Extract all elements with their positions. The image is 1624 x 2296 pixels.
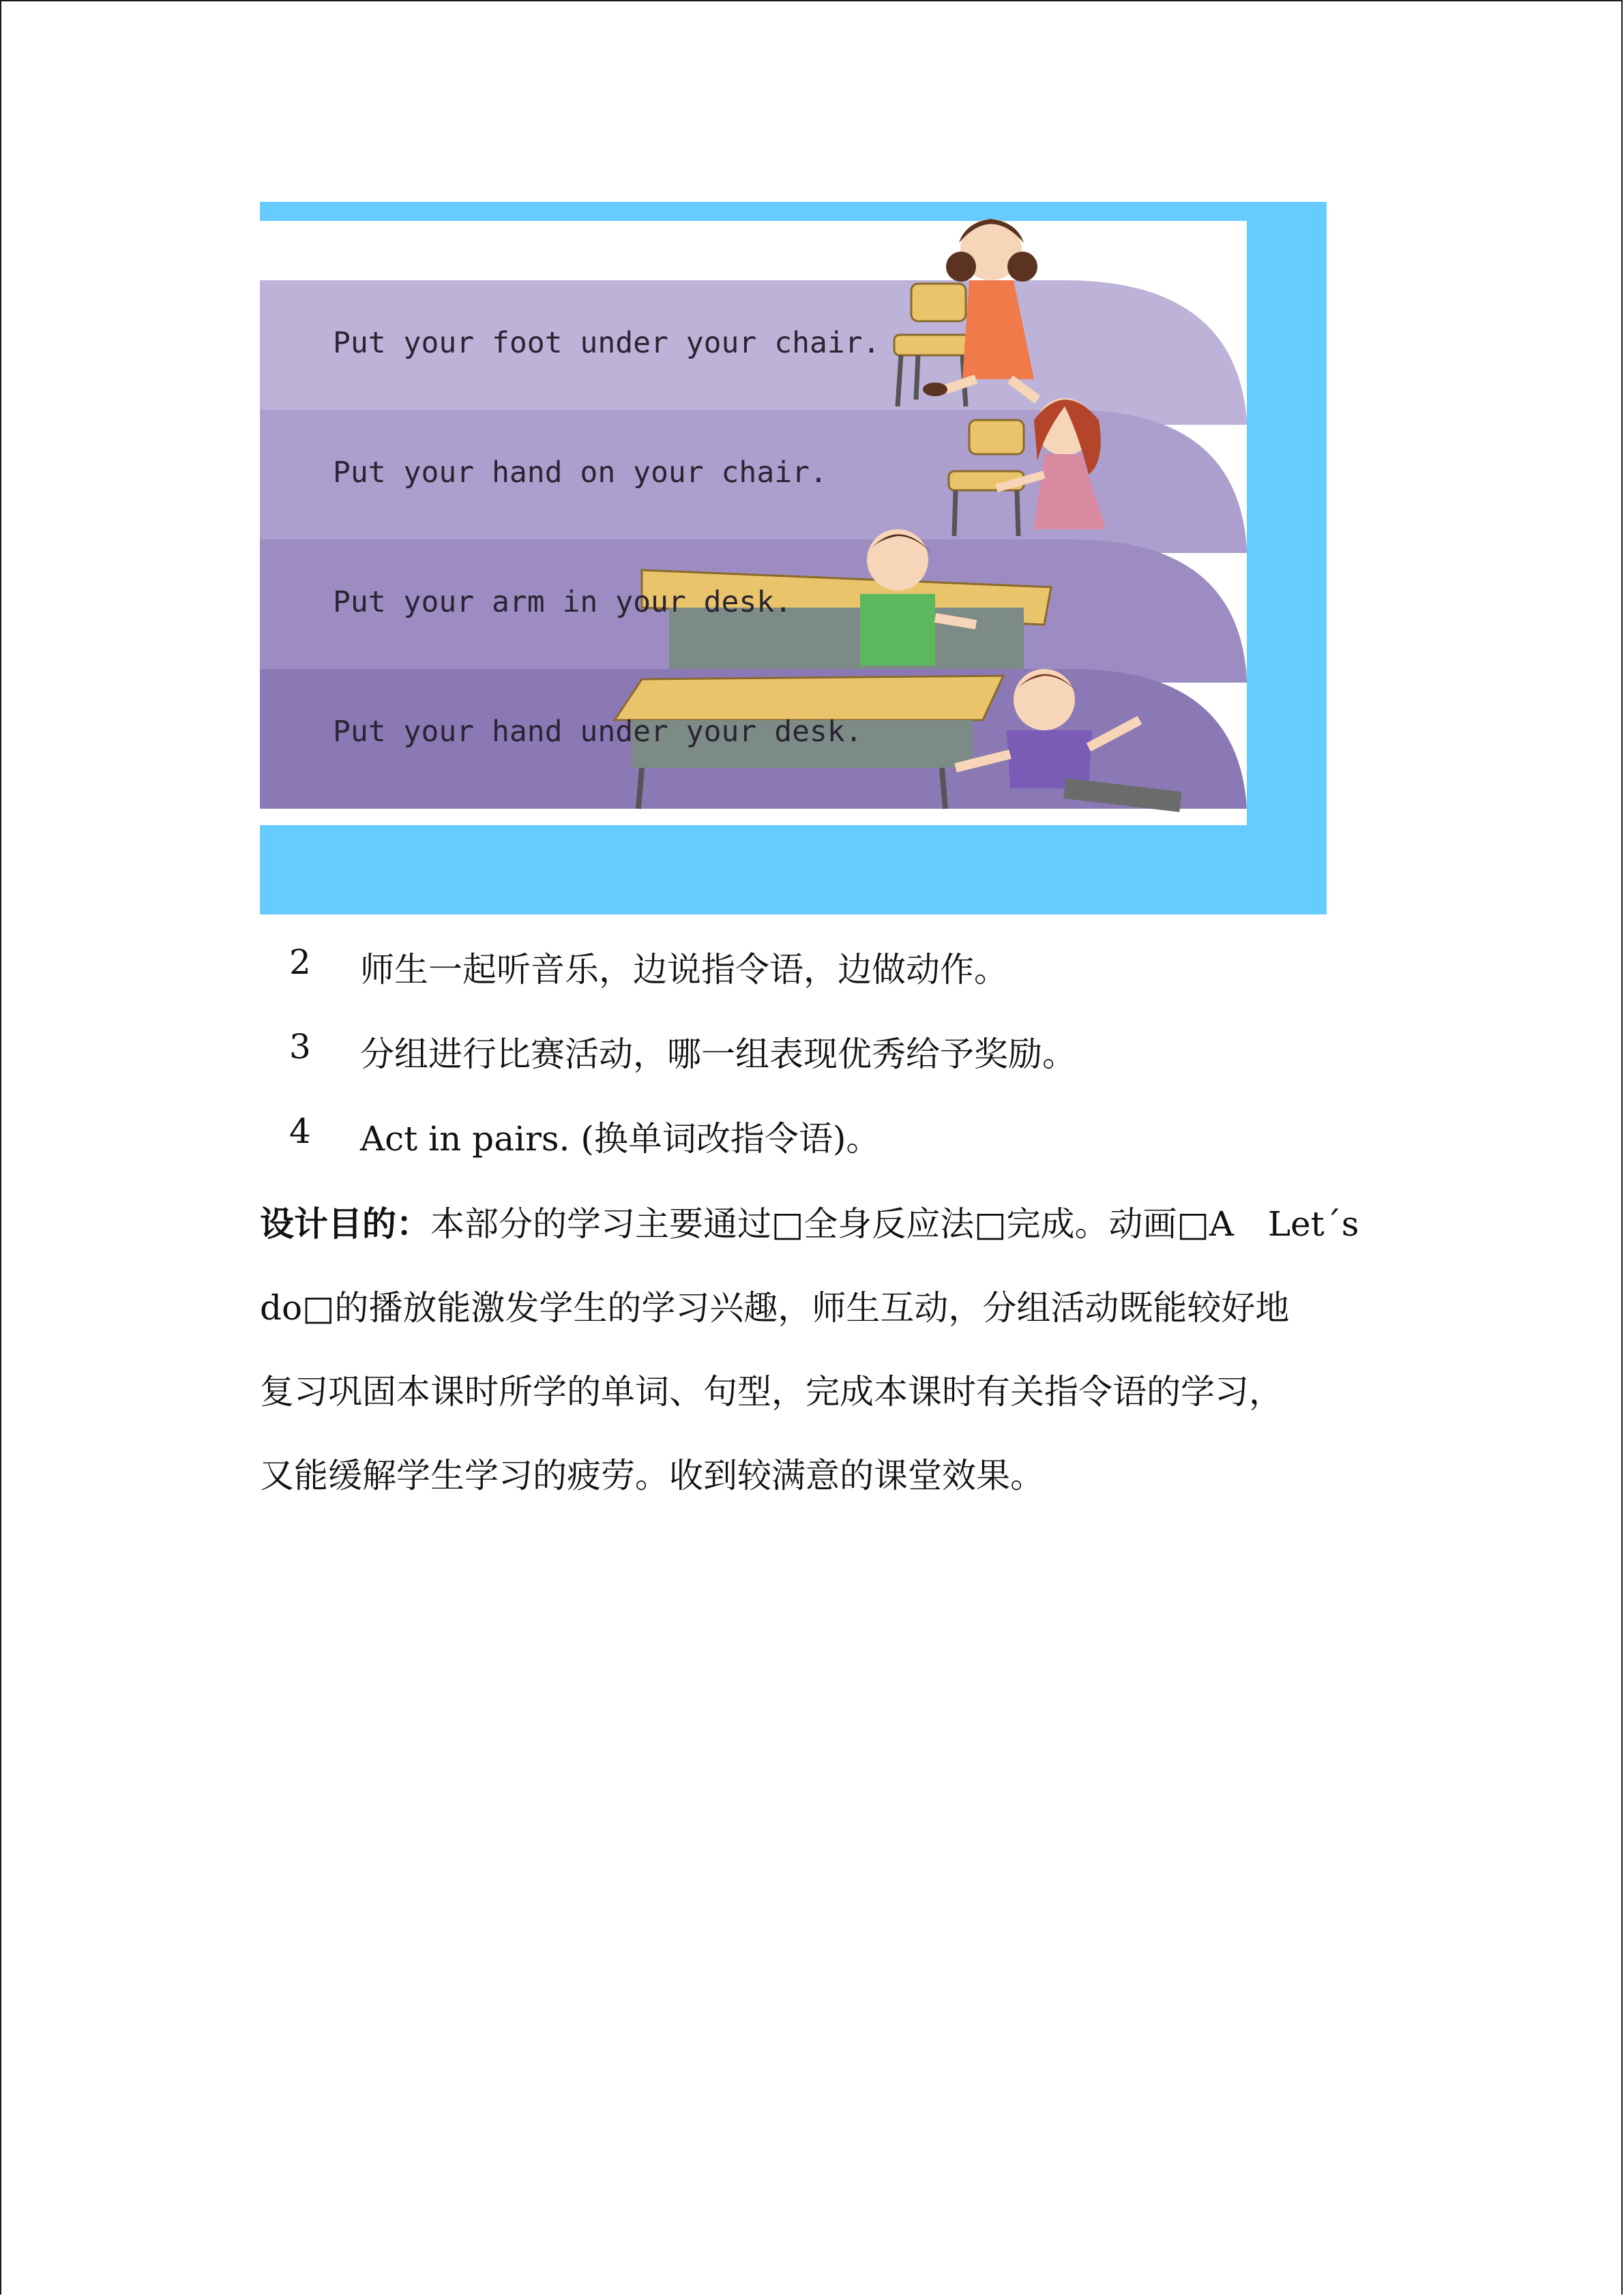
instruction-3: Put your arm in your desk.: [333, 585, 793, 619]
instruction-4: Put your hand under your desk.: [333, 715, 863, 749]
list-text: 分组进行比赛活动，哪一组表现优秀给予奖励。: [360, 1034, 1076, 1074]
paragraph-line-1: 本部分的学习主要通过□全身反应法□完成。动画□A Let´s: [430, 1204, 1359, 1244]
illustration-graphic: [260, 202, 1327, 914]
list-number: 3: [289, 1027, 311, 1067]
instruction-1: Put your foot under your chair.: [333, 326, 881, 360]
paragraph-line-3: 复习巩固本课时所学的单词、句型，完成本课时有关指令语的学习，: [260, 1372, 1283, 1412]
list-text: Act in pairs. (换单词改指令语)。: [360, 1119, 881, 1159]
lesson-illustration: [260, 202, 1327, 914]
list-text: 师生一起听音乐，边说指令语，边做动作。: [360, 950, 1008, 989]
instruction-2: Put your hand on your chair.: [333, 456, 827, 490]
paragraph-line-4: 又能缓解学生学习的疲劳。收到较满意的课堂效果。: [260, 1456, 1044, 1495]
paragraph-line-2: do□的播放能激发学生的学习兴趣，师生互动，分组活动既能较好地: [260, 1288, 1290, 1328]
list-number: 4: [289, 1112, 311, 1151]
paragraph-label: 设计目的：: [260, 1204, 430, 1244]
list-number: 2: [289, 942, 311, 982]
